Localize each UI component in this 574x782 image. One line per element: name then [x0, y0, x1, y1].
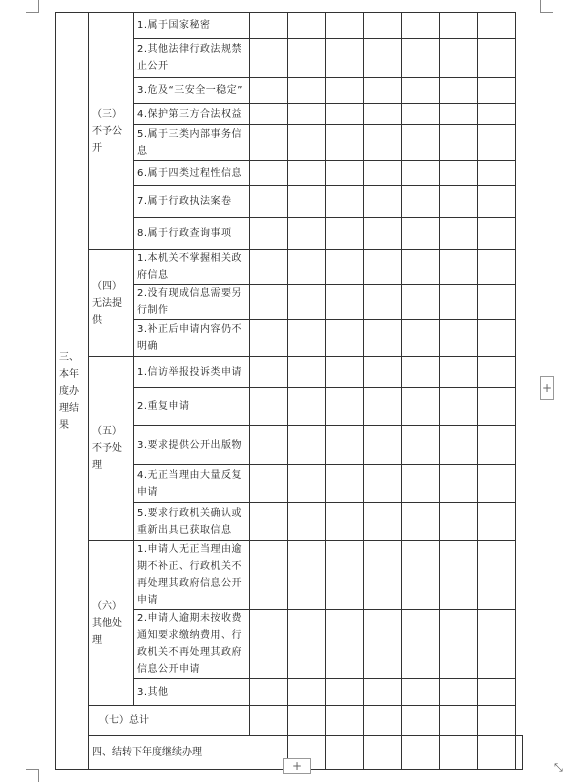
value-cell[interactable]: [288, 186, 326, 218]
value-cell[interactable]: [326, 357, 364, 388]
section3-label: 三、本年度办理结果: [56, 13, 89, 770]
item-label: 3.补正后申请内容仍不明确: [134, 320, 250, 357]
item-label: 8.属于行政查询事项: [134, 218, 250, 250]
value-cell[interactable]: [364, 706, 402, 736]
value-cell[interactable]: [402, 465, 440, 503]
value-cell[interactable]: [326, 285, 364, 320]
value-cell[interactable]: [478, 285, 516, 320]
item-label: 5.要求行政机关确认或重新出具已获取信息: [134, 503, 250, 541]
value-cell[interactable]: [326, 320, 364, 357]
value-cell[interactable]: [402, 186, 440, 218]
value-cell[interactable]: [478, 541, 516, 610]
value-cell[interactable]: [288, 78, 326, 104]
value-cell[interactable]: [326, 465, 364, 503]
value-cell[interactable]: [478, 426, 516, 465]
value-cell[interactable]: [440, 186, 478, 218]
value-cell[interactable]: [364, 250, 402, 285]
value-cell[interactable]: [288, 218, 326, 250]
value-cell[interactable]: [440, 736, 478, 770]
value-cell[interactable]: [250, 706, 288, 736]
statistics-table: [55, 12, 523, 770]
table-row: [56, 541, 523, 610]
value-cell[interactable]: [288, 357, 326, 388]
value-cell[interactable]: [326, 13, 364, 39]
value-cell[interactable]: [364, 125, 402, 161]
item-label: 2.重复申请: [134, 388, 250, 426]
value-cell[interactable]: [326, 104, 364, 125]
value-cell[interactable]: [288, 503, 326, 541]
value-cell[interactable]: [402, 39, 440, 78]
value-cell[interactable]: [440, 426, 478, 465]
value-cell[interactable]: [402, 388, 440, 426]
value-cell[interactable]: [516, 736, 523, 770]
group-label-unable-to-provide: （四）无法提供: [89, 250, 134, 357]
value-cell[interactable]: [364, 679, 402, 706]
page-corner-bottom-left: [26, 769, 39, 782]
value-cell[interactable]: [364, 161, 402, 186]
value-cell[interactable]: [402, 320, 440, 357]
value-cell[interactable]: [326, 161, 364, 186]
item-label: 2.其他法律行政法规禁止公开: [134, 39, 250, 78]
value-cell[interactable]: [364, 104, 402, 125]
item-label: 1.属于国家秘密: [134, 13, 250, 39]
value-cell[interactable]: [440, 13, 478, 39]
value-cell[interactable]: [478, 250, 516, 285]
value-cell[interactable]: [402, 679, 440, 706]
value-cell[interactable]: [288, 285, 326, 320]
value-cell[interactable]: [478, 39, 516, 78]
value-cell[interactable]: [402, 218, 440, 250]
value-cell[interactable]: [326, 503, 364, 541]
value-cell[interactable]: [364, 388, 402, 426]
value-cell[interactable]: [478, 503, 516, 541]
group-label-not-disclosed: （三）不予公开: [89, 13, 134, 250]
value-cell[interactable]: [364, 426, 402, 465]
value-cell[interactable]: [250, 426, 288, 465]
value-cell[interactable]: [402, 161, 440, 186]
value-cell[interactable]: [326, 388, 364, 426]
value-cell[interactable]: [478, 357, 516, 388]
value-cell[interactable]: [402, 503, 440, 541]
value-cell[interactable]: [288, 13, 326, 39]
value-cell[interactable]: [326, 125, 364, 161]
value-cell[interactable]: [478, 388, 516, 426]
value-cell[interactable]: [250, 13, 288, 39]
value-cell[interactable]: [250, 104, 288, 125]
value-cell[interactable]: [250, 186, 288, 218]
add-row-button[interactable]: +: [283, 758, 311, 774]
item-label: 6.属于四类过程性信息: [134, 161, 250, 186]
value-cell[interactable]: [478, 706, 516, 736]
value-cell[interactable]: [326, 541, 364, 610]
item-label: 1.本机关不掌握相关政府信息: [134, 250, 250, 285]
value-cell[interactable]: [364, 186, 402, 218]
value-cell[interactable]: [478, 679, 516, 706]
value-cell[interactable]: [288, 706, 326, 736]
value-cell[interactable]: [364, 610, 402, 679]
value-cell[interactable]: [364, 503, 402, 541]
value-cell[interactable]: [326, 78, 364, 104]
value-cell[interactable]: [478, 13, 516, 39]
value-cell[interactable]: [402, 736, 440, 770]
value-cell[interactable]: [250, 125, 288, 161]
value-cell[interactable]: [326, 426, 364, 465]
page-corner-top-right: [540, 0, 553, 13]
value-cell[interactable]: [402, 13, 440, 39]
value-cell[interactable]: [326, 706, 364, 736]
value-cell[interactable]: [478, 610, 516, 679]
item-label: 2.申请人逾期未按收费通知要求缴纳费用、行政机关不再处理其政府信息公开申请: [134, 610, 250, 679]
value-cell[interactable]: [402, 78, 440, 104]
value-cell[interactable]: [250, 285, 288, 320]
value-cell[interactable]: [402, 706, 440, 736]
section4-label: 四、结转下年度继续办理: [89, 736, 288, 770]
value-cell[interactable]: [440, 465, 478, 503]
value-cell[interactable]: [440, 78, 478, 104]
value-cell[interactable]: [326, 250, 364, 285]
item-label: 4.无正当理由大量反复申请: [134, 465, 250, 503]
value-cell[interactable]: [250, 250, 288, 285]
value-cell[interactable]: [364, 357, 402, 388]
value-cell[interactable]: [364, 541, 402, 610]
page-corner-top-left: [26, 0, 39, 13]
value-cell[interactable]: [402, 104, 440, 125]
value-cell[interactable]: [364, 13, 402, 39]
value-cell[interactable]: [326, 736, 364, 770]
value-cell[interactable]: [364, 39, 402, 78]
value-cell[interactable]: [364, 320, 402, 357]
value-cell[interactable]: [288, 161, 326, 186]
value-cell[interactable]: [250, 541, 288, 610]
item-label: 3.其他: [134, 679, 250, 706]
total-label: （七）总计: [89, 706, 250, 736]
item-label: 1.申请人无正当理由逾期不补正、行政机关不再处理其政府信息公开申请: [134, 541, 250, 610]
value-cell[interactable]: [288, 541, 326, 610]
value-cell[interactable]: [364, 285, 402, 320]
value-cell[interactable]: [478, 736, 516, 770]
value-cell[interactable]: [402, 541, 440, 610]
value-cell[interactable]: [288, 426, 326, 465]
value-cell[interactable]: [440, 39, 478, 78]
value-cell[interactable]: [440, 285, 478, 320]
value-cell[interactable]: [326, 39, 364, 78]
add-column-button[interactable]: +: [540, 376, 554, 400]
value-cell[interactable]: [288, 465, 326, 503]
value-cell[interactable]: [478, 104, 516, 125]
value-cell[interactable]: [250, 503, 288, 541]
value-cell[interactable]: [402, 357, 440, 388]
value-cell[interactable]: [440, 388, 478, 426]
value-cell[interactable]: [250, 357, 288, 388]
value-cell[interactable]: [478, 186, 516, 218]
group-label-not-processed: （五）不予处理: [89, 357, 134, 541]
value-cell[interactable]: [402, 125, 440, 161]
value-cell[interactable]: [364, 218, 402, 250]
value-cell[interactable]: [364, 736, 402, 770]
value-cell[interactable]: [288, 320, 326, 357]
value-cell[interactable]: [478, 218, 516, 250]
value-cell[interactable]: [364, 465, 402, 503]
value-cell[interactable]: [402, 250, 440, 285]
value-cell[interactable]: [250, 465, 288, 503]
value-cell[interactable]: [250, 39, 288, 78]
value-cell[interactable]: [440, 320, 478, 357]
value-cell[interactable]: [250, 388, 288, 426]
value-cell[interactable]: [250, 610, 288, 679]
item-label: 1.信访举报投诉类申请: [134, 357, 250, 388]
value-cell[interactable]: [326, 186, 364, 218]
value-cell[interactable]: [478, 78, 516, 104]
item-label: 3.要求提供公开出版物: [134, 426, 250, 465]
item-label: 5.属于三类内部事务信息: [134, 125, 250, 161]
value-cell[interactable]: [288, 388, 326, 426]
value-cell[interactable]: [402, 610, 440, 679]
table-row: [56, 706, 523, 736]
value-cell[interactable]: [288, 125, 326, 161]
value-cell[interactable]: [440, 610, 478, 679]
value-cell[interactable]: [288, 39, 326, 78]
item-label: 2.没有现成信息需要另行制作: [134, 285, 250, 320]
value-cell[interactable]: [250, 78, 288, 104]
value-cell[interactable]: [326, 610, 364, 679]
value-cell[interactable]: [440, 706, 478, 736]
item-label: 4.保护第三方合法权益: [134, 104, 250, 125]
value-cell[interactable]: [440, 503, 478, 541]
value-cell[interactable]: [288, 679, 326, 706]
value-cell[interactable]: [326, 218, 364, 250]
value-cell[interactable]: [288, 610, 326, 679]
item-label: 3.危及“三安全一稳定”: [134, 78, 250, 104]
value-cell[interactable]: [440, 218, 478, 250]
value-cell[interactable]: [440, 679, 478, 706]
value-cell[interactable]: [402, 285, 440, 320]
value-cell[interactable]: [440, 250, 478, 285]
table-row: [56, 250, 523, 285]
value-cell[interactable]: [250, 161, 288, 186]
value-cell[interactable]: [250, 320, 288, 357]
value-cell[interactable]: [478, 161, 516, 186]
item-label: 7.属于行政执法案卷: [134, 186, 250, 218]
value-cell[interactable]: [326, 679, 364, 706]
value-cell[interactable]: [288, 104, 326, 125]
value-cell[interactable]: [440, 104, 478, 125]
table-row: [56, 357, 523, 388]
value-cell[interactable]: [250, 218, 288, 250]
value-cell[interactable]: [440, 357, 478, 388]
value-cell[interactable]: [440, 541, 478, 610]
value-cell[interactable]: [478, 320, 516, 357]
value-cell[interactable]: [440, 125, 478, 161]
value-cell[interactable]: [402, 426, 440, 465]
value-cell[interactable]: [440, 161, 478, 186]
value-cell[interactable]: [288, 250, 326, 285]
value-cell[interactable]: [364, 78, 402, 104]
table-row: [56, 13, 523, 39]
value-cell[interactable]: [478, 465, 516, 503]
value-cell[interactable]: [250, 679, 288, 706]
value-cell[interactable]: [478, 125, 516, 161]
table-resize-handle[interactable]: ⤡: [554, 761, 563, 774]
group-label-other-processing: （六）其他处理: [89, 541, 134, 706]
